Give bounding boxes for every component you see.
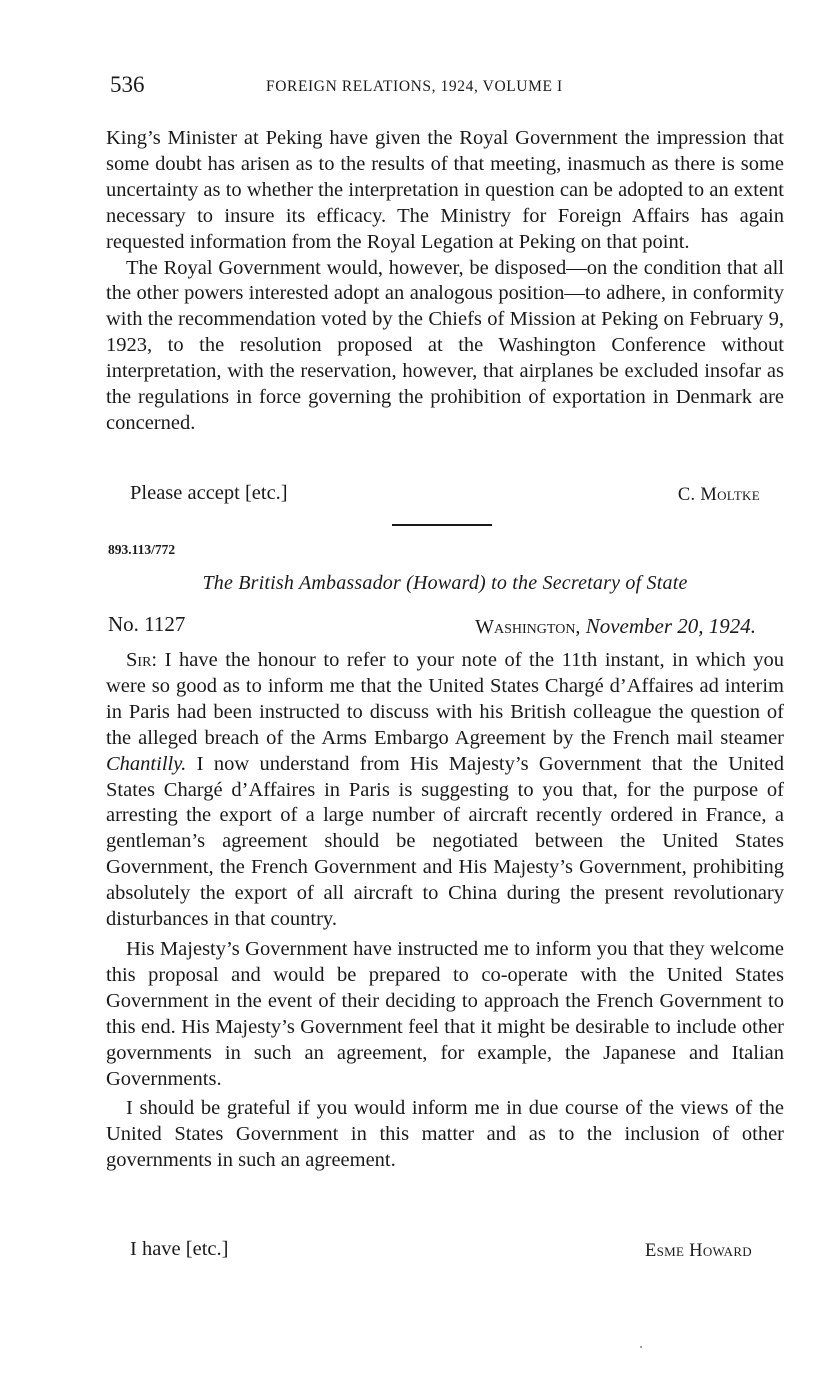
salutation: Sir: (126, 649, 158, 671)
closing-formula: I have [etc.] (130, 1238, 229, 1260)
second-letter-paragraph-1 (106, 648, 784, 933)
second-letter-body (106, 648, 784, 1174)
first-letter-paragraph-2: The Royal Government would, however, be disposed—on the condition that all the other powers interested adopt an analogous position—to adhere, in conformity with the recommendation voted by the Chiefs of Mission at Peking on February 9, 1923, to the resolution proposed at the Washington Conference without interpretation, with the reservation, however, that airplanes be excluded insofar as the regulations in force governing the prohibition of exportation in Denmark are concerned. (106, 256, 784, 434)
page-speck (640, 1346, 642, 1348)
document-number: No. 1127 (108, 612, 186, 636)
document-title: The British Ambassador (Howard) to the Secretary of State (202, 572, 688, 594)
first-letter-paragraph-1: King’s Minister at Peking have given the Royal Government the impression that some doubt has arisen as to the results of that meeting, inasmuch as there is some uncertainty as to whether the interpretation in question can be adopted to an extent necessary to insure its efficacy. The Ministry for Foreign Affairs has again requested information from the Royal Legation at Peking on that point. (106, 127, 784, 253)
ship-name: Chantilly. (106, 752, 187, 775)
file-number: 893.113/772 (108, 542, 176, 557)
paragraph-1-text: I have the honour to refer to your note of the 11th instant, in which you were so good as to inform me that the United States Chargé d’Affaires ad interim in Paris had been instructed to discuss with his British colleague the question of the alleged breach of the Arms Embargo Agreement by the French mail steamer (106, 649, 784, 749)
section-divider (392, 524, 492, 526)
signature: C. Moltke (677, 485, 760, 505)
document-meta (106, 612, 784, 640)
paragraph-1-continuation: I now understand from His Majesty’s Government that the United States Chargé d’Affaires in Paris is suggesting to you that, for the purpose of arresting the export of a large number of aircraft recently ordered in France, a gentleman’s agreement should be negotiated between the United States Government, the French Government and His Majesty’s Government, prohibiting absolutely the export of all aircraft to China during the present revolutionary disturbances in that country. (106, 752, 784, 931)
page-number: 536 (110, 72, 145, 97)
first-letter-body (106, 126, 784, 437)
place: Washington, (475, 616, 581, 638)
second-letter-paragraph-2: His Majesty’s Government have instructed me to inform you that they welcome this proposal and would be prepared to co-operate with the United States Government in the event of their deciding to approach the French Government to this end. His Majesty’s Government feel that it might be desirable to include other governments in such an agreement, for example, the Japanese and Italian Governments. (106, 937, 784, 1090)
dateline (475, 614, 756, 639)
page-header (106, 72, 784, 102)
second-letter-paragraph-3: I should be grateful if you would inform me in due course of the views of the United States Government in this matter and as to the inclusion of other governments in such an agreement. (106, 1097, 784, 1172)
closing-formula: Please accept [etc.] (130, 482, 288, 504)
running-head: FOREIGN RELATIONS, 1924, VOLUME I (266, 78, 563, 95)
date: November 20, 1924. (585, 614, 756, 638)
signature: Esme Howard (645, 1241, 752, 1261)
